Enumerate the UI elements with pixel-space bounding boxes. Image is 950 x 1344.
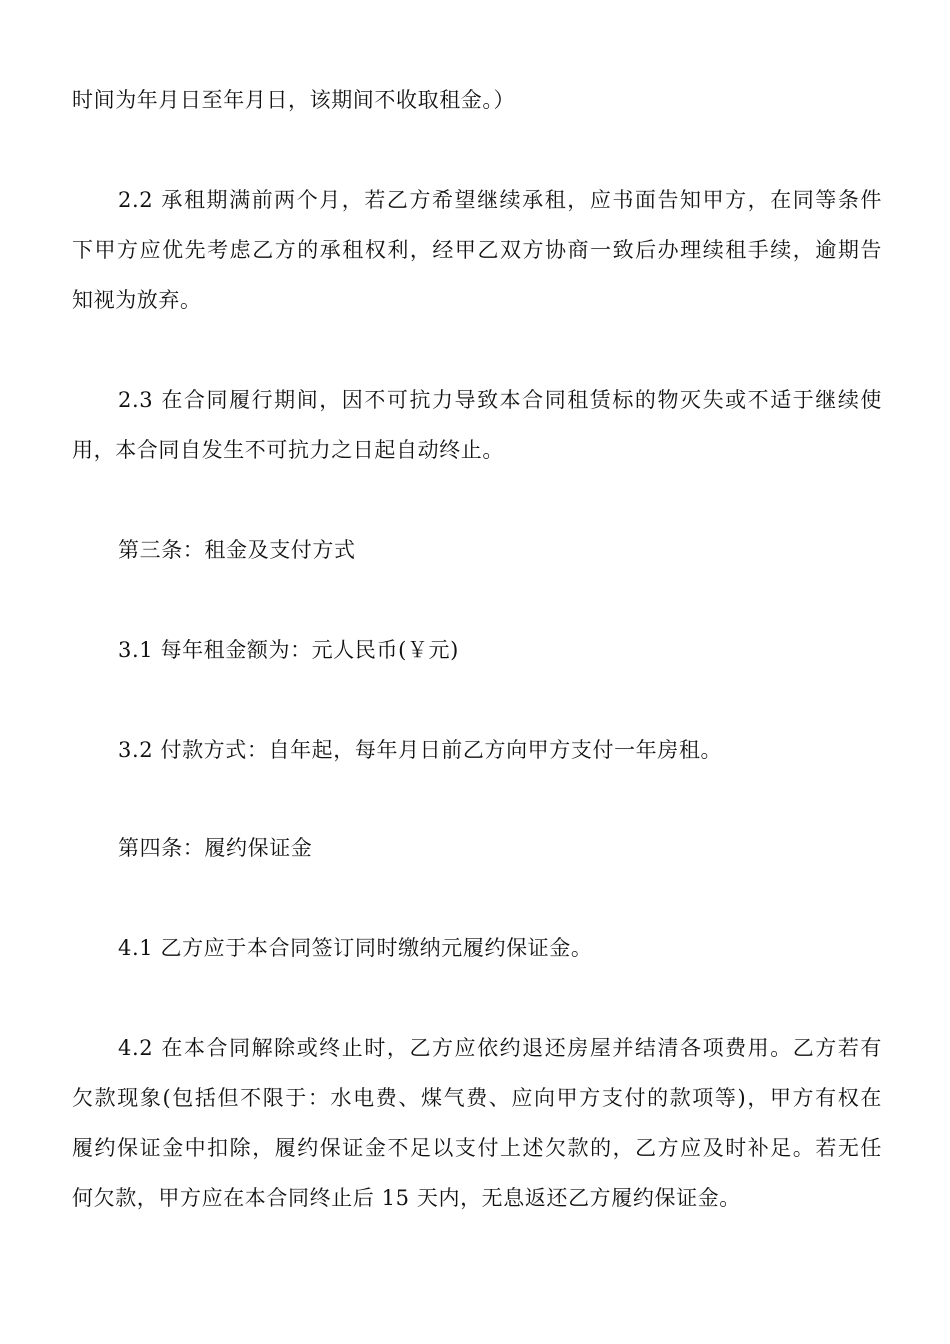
clause-2-3-line-1: 2.3 在合同履行期间，因不可抗力导致本合同租赁标的物灭失或不适于继续使: [118, 388, 882, 412]
clause-2-2-line-3: 知视为放弃。: [72, 288, 202, 312]
clause-4-1: 4.1 乙方应于本合同签订同时缴纳元履约保证金。: [118, 936, 593, 960]
clause-4-2-line-3: 履约保证金中扣除，履约保证金不足以支付上述欠款的，乙方应及时补足。若无任: [72, 1136, 882, 1160]
clause-4-2-line-4: 何欠款，甲方应在本合同终止后 15 天内，无息返还乙方履约保证金。: [72, 1186, 741, 1210]
clause-2-3-line-2: 用，本合同自发生不可抗力之日起自动终止。: [72, 438, 504, 462]
article-3-heading: 第三条：租金及支付方式: [118, 538, 356, 562]
clause-2-2-line-1: 2.2 承租期满前两个月，若乙方希望继续承租，应书面告知甲方，在同等条件: [118, 188, 882, 212]
clause-2-2-line-2: 下甲方应优先考虑乙方的承租权利，经甲乙双方协商一致后办理续租手续，逾期告: [72, 238, 882, 262]
article-4-heading: 第四条：履约保证金: [118, 836, 313, 860]
clause-4-2-line-1: 4.2 在本合同解除或终止时，乙方应依约退还房屋并结清各项费用。乙方若有: [118, 1036, 882, 1060]
paragraph-line: 时间为年月日至年月日，该期间不收取租金。）: [72, 88, 516, 112]
clause-4-2-line-2: 欠款现象(包括但不限于：水电费、煤气费、应向甲方支付的款项等)，甲方有权在: [72, 1086, 882, 1110]
clause-3-2: 3.2 付款方式：自年起，每年月日前乙方向甲方支付一年房租。: [118, 738, 723, 762]
clause-3-1: 3.1 每年租金额为：元人民币(￥元): [118, 638, 459, 662]
